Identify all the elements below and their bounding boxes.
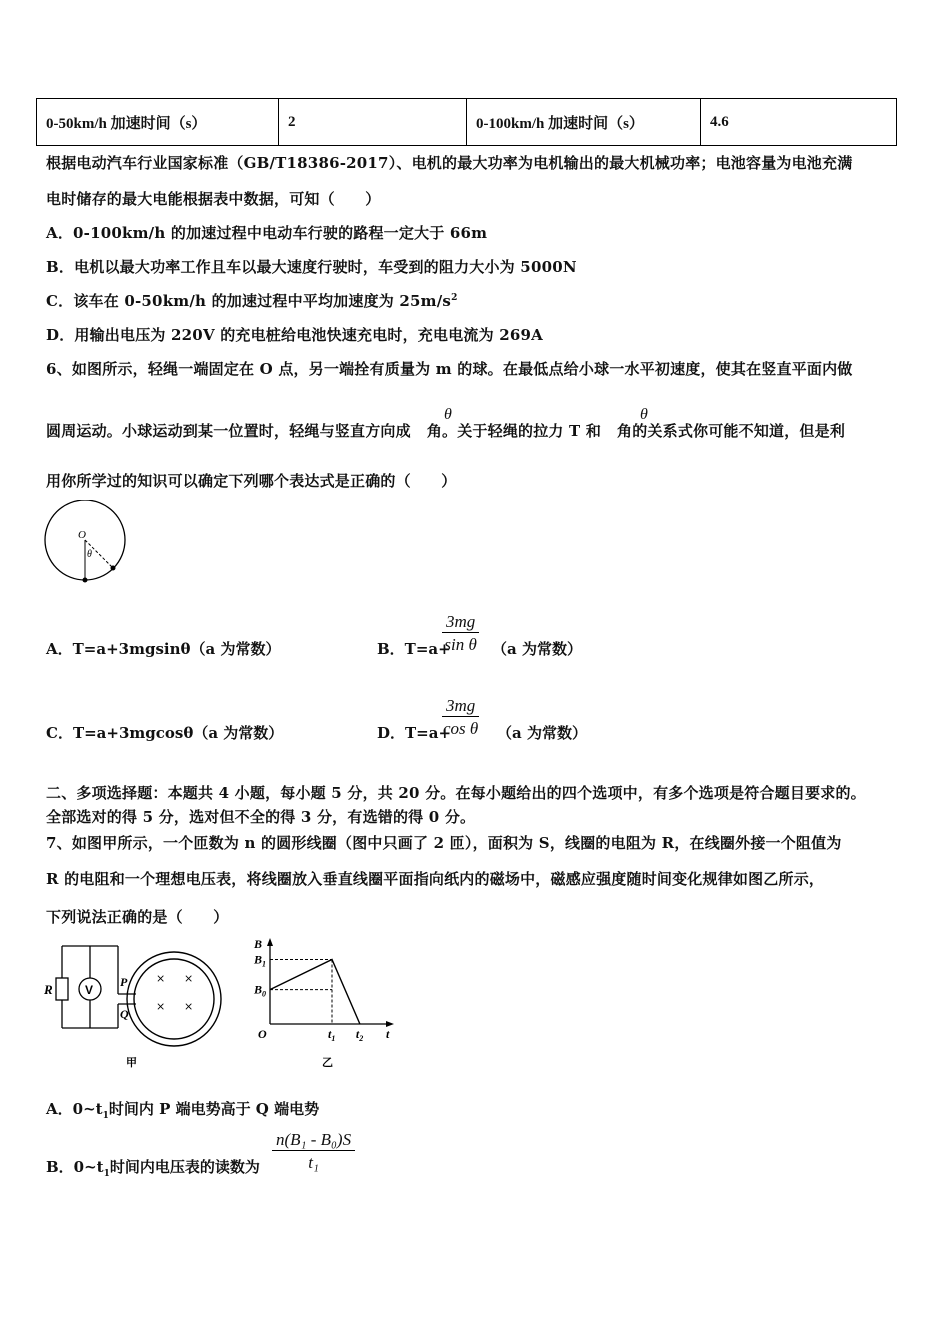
lowest-point-dot <box>83 578 88 583</box>
theta-symbol: θ <box>640 406 648 423</box>
cross-mark: × <box>184 1000 194 1013</box>
b-t-curve <box>270 960 360 1025</box>
label-t1: $t_1$ <box>328 1027 336 1043</box>
caption-yi: 乙 <box>322 1056 333 1069</box>
label-v: V <box>85 983 94 997</box>
theta-symbol: θ <box>444 406 452 423</box>
q7-option-a-text: A．0~t <box>46 1100 103 1118</box>
label-b: B <box>254 937 263 951</box>
q7-option-b-fraction <box>272 1130 355 1173</box>
spec-table <box>36 98 897 146</box>
section2-line2: 全部选对的得 5 分，选对但不全的得 3 分，有选错的得 0 分。 <box>46 808 476 826</box>
fraction-numerator: 3mg <box>442 696 479 717</box>
fraction-denominator: sin θ <box>444 635 477 654</box>
q7-option-b-rest: 时间内电压表的读数为 <box>109 1158 260 1176</box>
y-axis-arrow <box>267 938 273 946</box>
q6-option-a: A．T=a+3mgsinθ（a 为常数） <box>46 640 281 658</box>
q7-option-b-sub: 1 <box>103 1169 110 1179</box>
label-t2: $t_2$ <box>355 1027 364 1043</box>
q6-option-c: C．T=a+3mgcosθ（a 为常数） <box>46 724 284 742</box>
table-row <box>37 99 897 146</box>
q6-option-d-suffix: （a 为常数） <box>497 724 587 742</box>
q6-option-b-prefix: B．T=a+ <box>377 640 451 658</box>
figure-yi <box>250 934 410 1074</box>
q6-option-d-prefix: D．T=a+ <box>377 724 452 742</box>
q6-line2-a: 圆周运动。小球运动到某一位置时，轻绳与竖直方向成 <box>46 422 411 440</box>
q6-line3: 用你所学过的知识可以确定下列哪个表达式是正确的（ ） <box>46 472 457 490</box>
q6-line2-b: 角。关于轻绳的拉力 T 和 <box>426 422 602 440</box>
label-p: P <box>120 975 128 989</box>
cross-mark: × <box>184 972 194 985</box>
coil-outer <box>127 952 221 1046</box>
fraction-denominator: cos θ <box>443 719 479 738</box>
q6-option-b-suffix: （a 为常数） <box>492 640 582 658</box>
q6-line1: 6、如图所示，轻绳一端固定在 O 点，另一端拴有质量为 m 的球。在最低点给小球一水平初速度，使其在竖直平面内做 <box>46 360 853 378</box>
q7-option-a <box>46 1098 319 1121</box>
q5-stem-line1: 根据电动汽车行业国家标准（GB/T18386-2017）、电机的最大功率为电机输出的最大机械功率；电池容量为电池充满 <box>46 154 853 172</box>
q6-option-d-fraction <box>442 696 479 739</box>
fraction-numerator: n(B₁ - B₀)S <box>272 1130 355 1151</box>
table-cell: 4.6 <box>701 99 897 146</box>
label-r: R <box>44 982 53 997</box>
q5-option-d: D．用输出电压为 220V 的充电桩给电池快速充电时，充电电流为 269A <box>46 326 543 344</box>
q7-option-b <box>46 1156 260 1179</box>
label-origin: O <box>258 1027 267 1041</box>
label-theta: θ <box>87 549 92 560</box>
resistor <box>56 978 68 1000</box>
q7-line3: 下列说法正确的是（ ） <box>46 908 229 926</box>
q6-line2-c: 角的关系式你可能不知道，但是利 <box>617 422 846 440</box>
cross-mark: × <box>156 1000 166 1013</box>
label-q: Q <box>120 1007 129 1021</box>
table-cell: 2 <box>279 99 467 146</box>
q5-option-c-sup: 2 <box>451 293 458 303</box>
table-cell: 0-50km/h 加速时间（s） <box>37 99 279 146</box>
q5-option-b: B．电机以最大功率工作且车以最大速度行驶时，车受到的阻力大小为 5000N <box>46 258 577 276</box>
q5-stem-line2: 电时储存的最大电能根据表中数据，可知（ ） <box>46 190 381 208</box>
figure-jia <box>40 934 240 1074</box>
q7-line2: R 的电阻和一个理想电压表，将线圈放入垂直线圈平面指向纸内的磁场中，磁感应强度随时间变化规律如图乙所示， <box>46 870 825 888</box>
q5-option-a: A．0-100km/h 的加速过程中电动车行驶的路程一定大于 66m <box>46 224 488 242</box>
fraction-denominator: t₁ <box>308 1153 319 1172</box>
label-t-axis: t <box>386 1027 390 1041</box>
table-cell: 0-100km/h 加速时间（s） <box>467 99 701 146</box>
q7-line1: 7、如图甲所示，一个匝数为 n 的圆形线圈（图中只画了 2 匝），面积为 S，线圈的电阻为 R，在线圈外接一个阻值为 <box>46 834 842 852</box>
circular-motion-figure <box>40 500 140 590</box>
ball-dot <box>111 566 116 571</box>
section2-line1: 二、多项选择题：本题共 4 小题，每小题 5 分，共 20 分。在每小题给出的四个选项中，有多个选项是符合题目要求的。 <box>46 784 866 802</box>
q7-option-a-rest: 时间内 P 端电势高于 Q 端电势 <box>108 1100 320 1118</box>
label-o: O <box>78 529 86 541</box>
fraction-numerator: 3mg <box>442 612 479 633</box>
q7-option-a-sub: 1 <box>102 1111 109 1121</box>
q5-option-c <box>46 290 458 311</box>
label-b0: $B_0$ <box>254 982 267 999</box>
q6-option-b-fraction <box>442 612 479 655</box>
label-b1: $B_1$ <box>254 952 267 969</box>
caption-jia: 甲 <box>126 1056 137 1069</box>
q5-option-c-text: C．该车在 0-50km/h 的加速过程中平均加速度为 25m/s <box>46 292 452 310</box>
cross-mark: × <box>156 972 166 985</box>
coil-inner <box>134 959 214 1039</box>
q7-option-b-text: B．0~t <box>46 1158 104 1176</box>
